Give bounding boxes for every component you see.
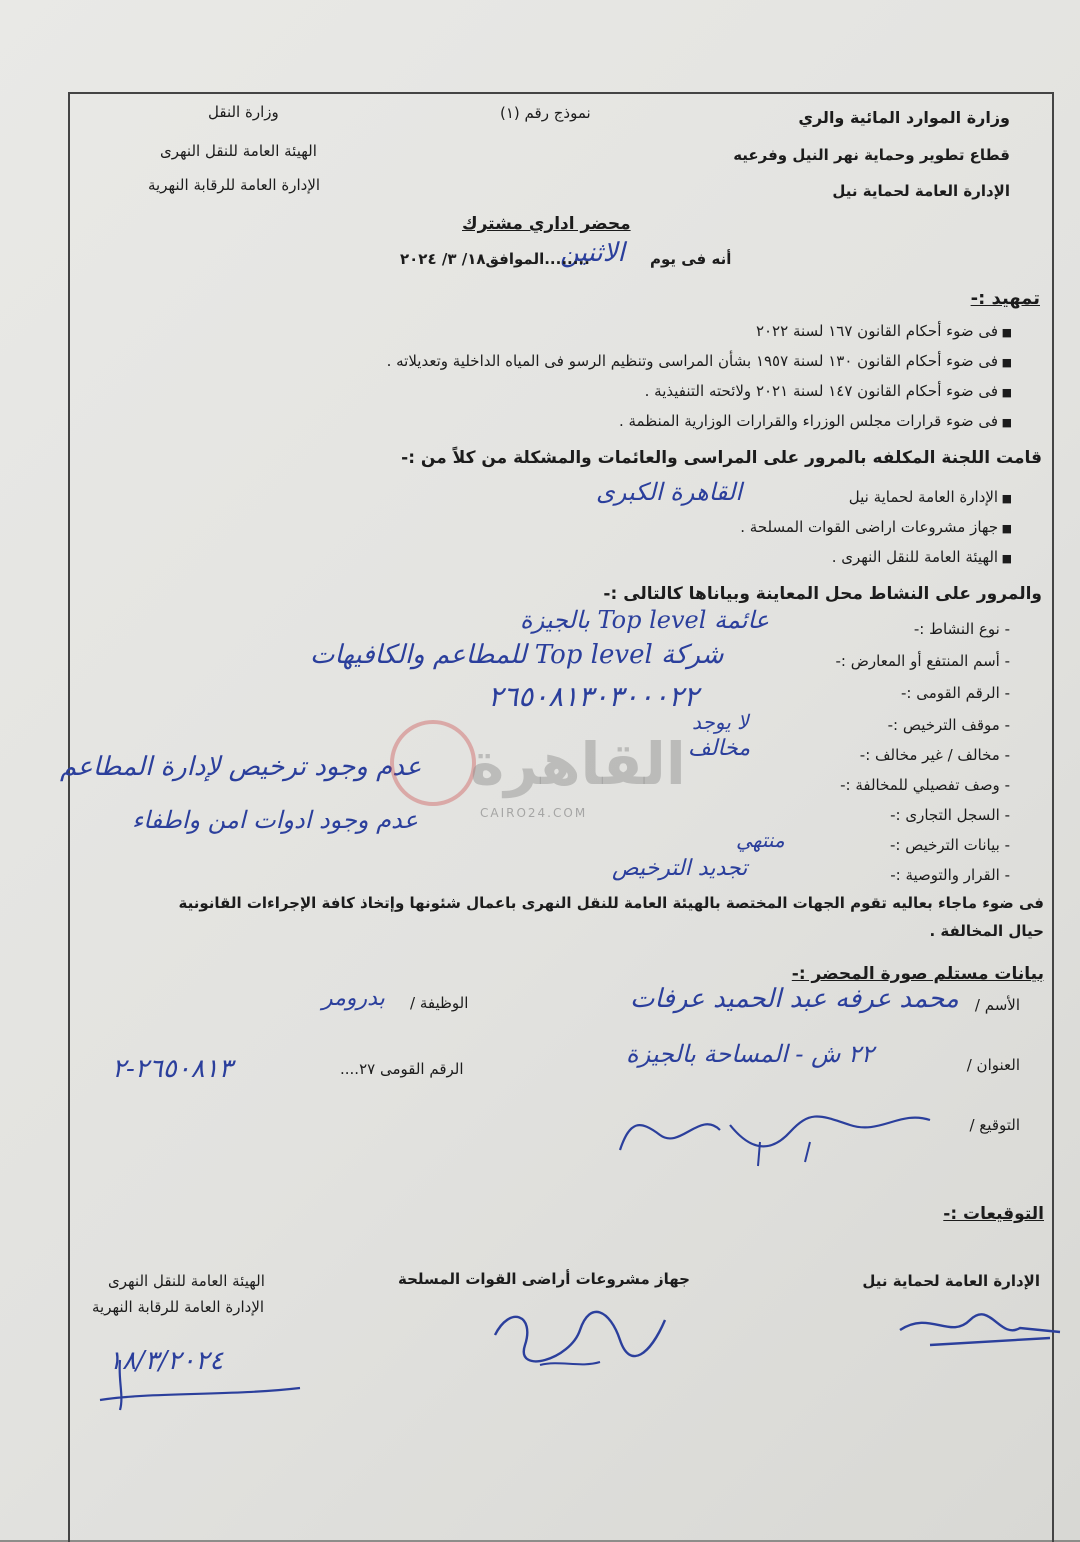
closing-line: فى ضوء ماجاء بعاليه تقوم الجهات المختصة بالهيئة العامة للنقل النهرى باعمال شئونها وإتخاذ كافة الإجراءات القانونية (178, 894, 1044, 912)
receiver-job-label: الوظيفة / (410, 994, 469, 1012)
signature-nile-admin (890, 1300, 1070, 1360)
river-transport-authority: الهيئة العامة للنقل النهرى (160, 142, 317, 160)
receiver-name-handwritten: محمد عرفه عبد الحميد عرفات (630, 984, 959, 1014)
field-value-handwritten: تجديد الترخيص (612, 856, 748, 881)
committee-item: ■ الهيئة العامة للنقل النهرى . (832, 548, 1012, 566)
intro-heading: تمهيد :- (970, 288, 1040, 309)
field-value-handwritten: ٢٦٥٠٨١٣٠٣٠٠٠٢٢ (488, 680, 699, 713)
watermark-url: CAIRO24.COM (480, 806, 588, 820)
intro-item: ■ فى ضوء قرارات مجلس الوزراء والقرارات الوزارية المنظمة . (619, 412, 1012, 430)
signature-org: الإدارة العامة للرقابة النهرية (92, 1298, 265, 1316)
intro-item: ■ فى ضوء أحكام القانون ١٦٧ لسنة ٢٠٢٢ (756, 322, 1012, 340)
signature-date-handwritten: ١٨/٣/٢٠٢٤ (108, 1346, 224, 1376)
date-rest: ........الموافق١٨/ ٣/ ٢٠٢٤ (400, 250, 590, 268)
intro-item: ■ فى ضوء أحكام القانون ١٤٧ لسنة ٢٠٢١ ولائحته التنفيذية . (645, 382, 1012, 400)
field-value-handwritten: عدم وجود ترخيص لإدارة المطاعم (60, 752, 422, 782)
committee-item: ■ جهاز مشروعات اراضى القوات المسلحة . (740, 518, 1012, 536)
receiver-national-label: الرقم القومى ٢٧.... (340, 1060, 464, 1078)
receiver-national-handwritten: ٢٦٥٠٨١٣-٢ (112, 1054, 233, 1084)
receiver-job-handwritten: بدرومر (322, 986, 385, 1011)
field-value-handwritten: عائمة Top level بالجيزة (520, 606, 770, 634)
nile-sector: قطاع تطوير وحماية نهر النيل وفرعيه (733, 146, 1010, 164)
receiver-signature (610, 1090, 940, 1170)
ministry-water-resources: وزارة الموارد المائية والري (798, 108, 1010, 127)
committee-item: ■ الإدارة العامة لحماية نيل (849, 488, 1012, 506)
signature-org: الإدارة العامة لحماية نيل (862, 1272, 1040, 1290)
field-value-handwritten: لا يوجد (692, 710, 749, 734)
field-value-handwritten: عدم وجود ادوات امن واطفاء (132, 806, 418, 834)
signature-org: الهيئة العامة للنقل النهرى (108, 1272, 265, 1290)
field-value-handwritten: مخالف (688, 736, 751, 761)
signatures-heading: التوقيعات :- (943, 1204, 1044, 1224)
activity-heading: والمرور على النشاط محل المعاينة وبياناها كالتالى :- (603, 584, 1042, 604)
closing-line: حيال المخالفة . (929, 922, 1044, 940)
form-number: نموذج رقم (١) (500, 104, 591, 122)
date-day-handwritten: الاثنين (560, 238, 625, 268)
field-label: - أسم المنتفع أو المعارض :- (836, 652, 1010, 670)
signature-org: جهاز مشروعات أراضى القوات المسلحة (398, 1270, 690, 1288)
field-label: - موقف الترخيص :- (888, 716, 1010, 734)
field-label: - بيانات الترخيص :- (890, 836, 1010, 854)
receiver-address-handwritten: ٢٢ ش - المساحة بالجيزة (626, 1040, 874, 1068)
committee-heading: قامت اللجنة المكلفه بالمرور على المراسى والعائمات والمشكلة من كلاً من :- (401, 448, 1042, 468)
ministry-transport: وزارة النقل (208, 103, 279, 121)
signature-armed-forces (480, 1290, 680, 1380)
signature-river-authority (90, 1340, 310, 1420)
field-label: - السجل التجارى :- (890, 806, 1010, 824)
receiver-heading: بيانات مستلم صورة المحضر :- (791, 964, 1044, 984)
receiver-address-label: العنوان / (966, 1056, 1020, 1074)
date-line-label: أنه فى يوم (650, 250, 732, 268)
watermark-logo: القاهرة (470, 730, 686, 798)
field-label: - وصف تفصيلي للمخالفة :- (840, 776, 1010, 794)
receiver-name-label: الأسم / (974, 996, 1020, 1014)
river-control-admin: الإدارة العامة للرقابة النهرية (148, 176, 321, 194)
field-value-handwritten: منتهي (736, 828, 785, 852)
field-label: - نوع النشاط :- (914, 620, 1010, 638)
field-value-handwritten: شركة Top level للمطاعم والكافيهات (310, 640, 724, 670)
receiver-sign-label: التوقيع / (969, 1116, 1020, 1134)
committee-item-handwritten: القاهرة الكبرى (596, 478, 743, 506)
field-label: - القرار والتوصية :- (890, 866, 1010, 884)
intro-item: ■ فى ضوء أحكام القانون ١٣٠ لسنة ١٩٥٧ بشأن المراسى وتنظيم الرسو فى المياه الداخلية وتعديلاته . (387, 352, 1012, 370)
nile-protection-admin: الإدارة العامة لحماية نيل (832, 182, 1010, 200)
field-label: - مخالف / غير مخالف :- (860, 746, 1010, 764)
document-title: محضر اداري مشترك (462, 214, 631, 234)
field-label: - الرقم القومى :- (901, 684, 1010, 702)
watermark-stopwatch-icon (390, 720, 476, 806)
